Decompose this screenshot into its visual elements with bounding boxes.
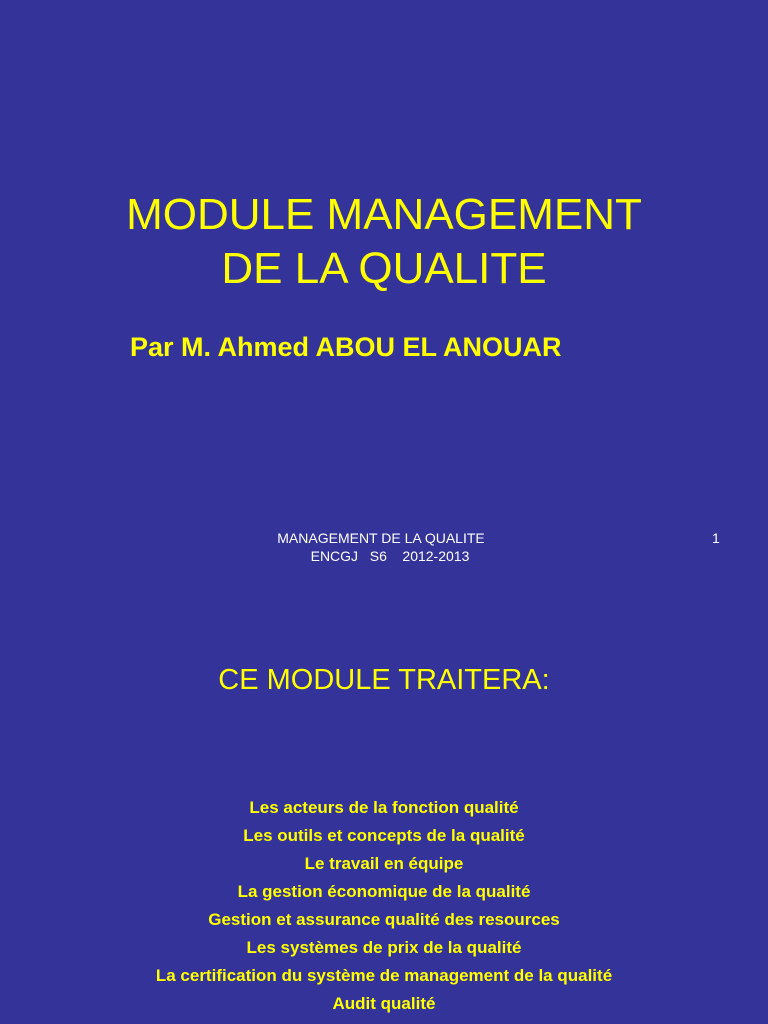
content-slide <box>0 576 768 1024</box>
slide-title-line-2: DE LA QUALITE <box>221 244 547 293</box>
topic-list <box>0 794 768 1018</box>
topic-item: Le travail en équipe <box>304 854 464 873</box>
page-number: 1 <box>712 530 720 546</box>
footer-course-title: MANAGEMENT DE LA QUALITE <box>277 530 485 546</box>
topic-item: Les outils et concepts de la qualité <box>243 826 525 845</box>
slide-title-line-1: MODULE MANAGEMENT <box>126 190 642 239</box>
slide-footer <box>0 529 768 565</box>
topic-item: La gestion économique de la qualité <box>237 882 531 901</box>
footer-course-info: ENCGJ S6 2012-2013 <box>310 548 470 564</box>
author-line: Par M. Ahmed ABOU EL ANOUAR <box>130 332 562 362</box>
topic-item: Audit qualité <box>332 994 436 1013</box>
slide-title <box>0 188 768 296</box>
topic-item: Les systèmes de prix de la qualité <box>246 938 522 957</box>
topic-item: La certification du système de management de la qualité <box>155 966 613 985</box>
slide-heading: CE MODULE TRAITERA: <box>218 664 550 696</box>
topic-item: Les acteurs de la fonction qualité <box>249 798 519 817</box>
topic-item: Gestion et assurance qualité des resources <box>208 910 560 929</box>
